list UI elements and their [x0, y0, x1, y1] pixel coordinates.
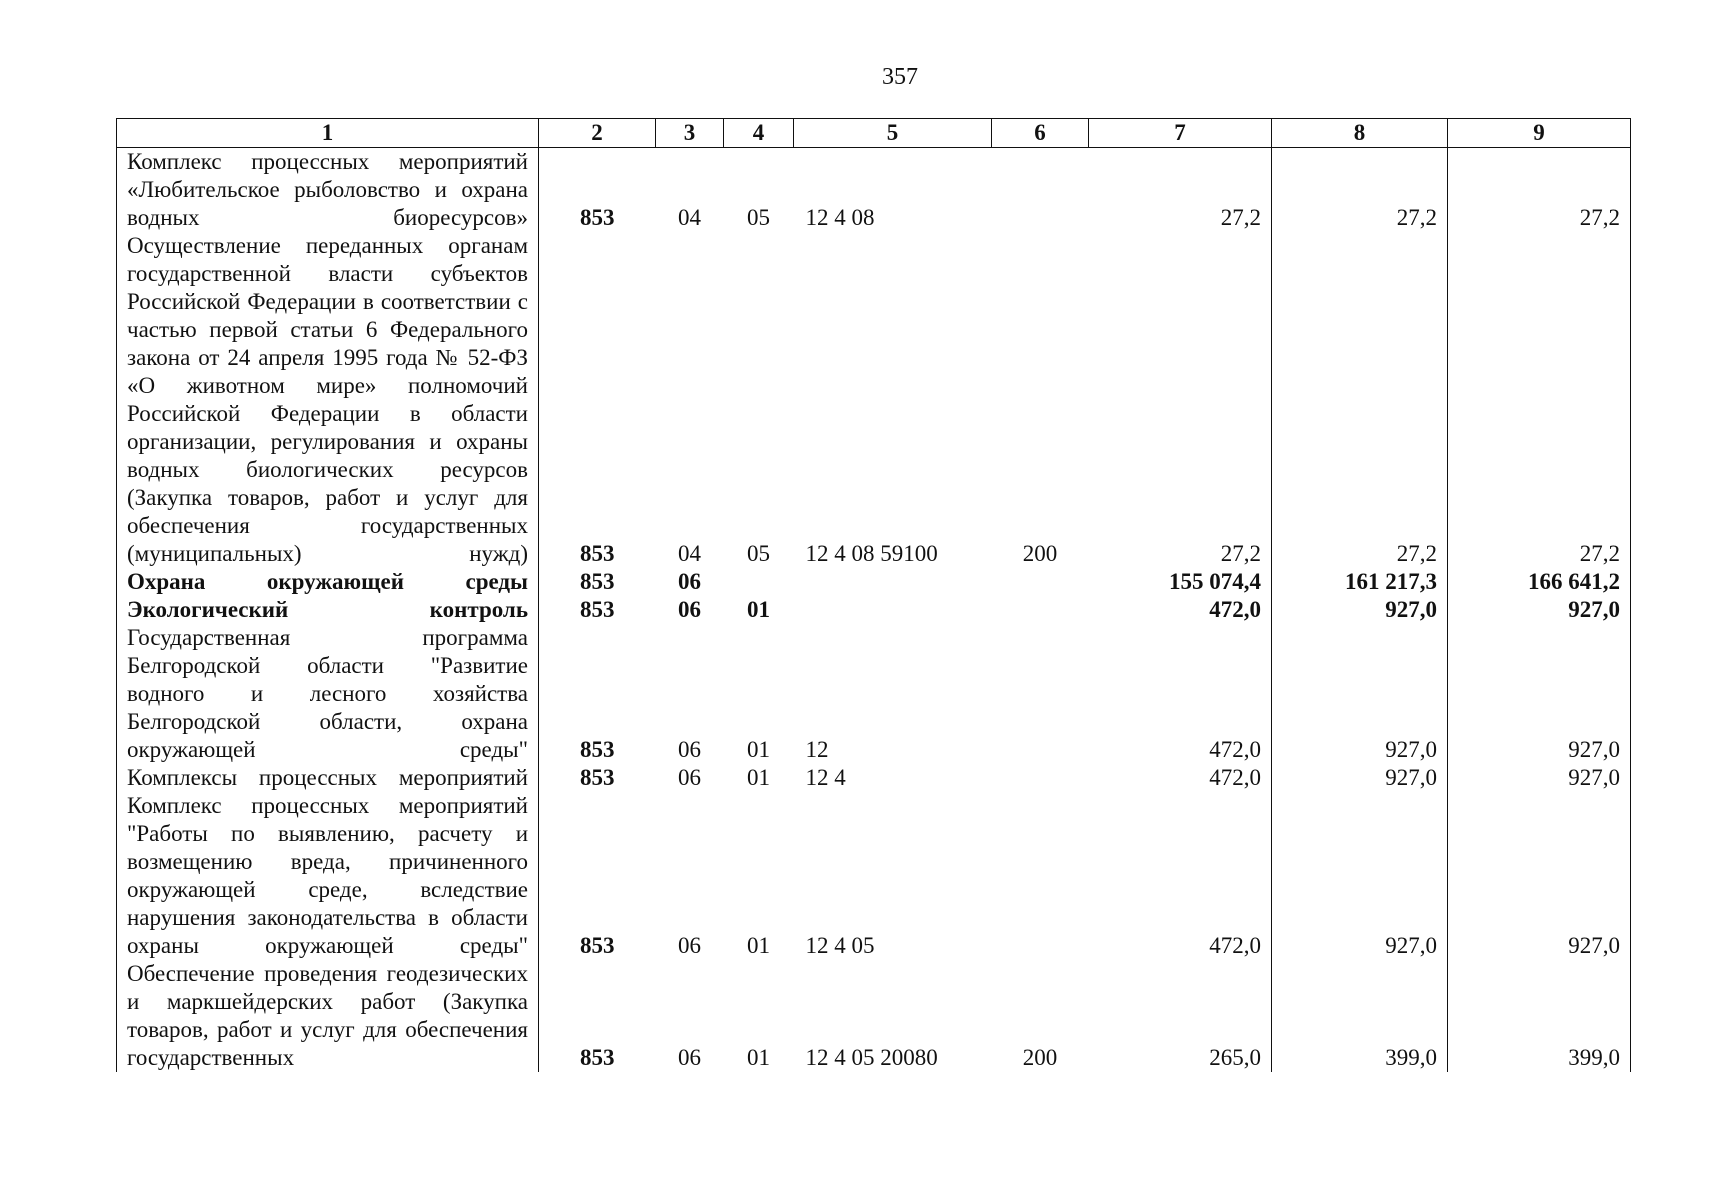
row-name: Обеспечение проведения геодезических и маркшейдерских работ (Закупка товаров, работ и услуг для обеспечения государственных [117, 960, 539, 1072]
table-row [117, 624, 1631, 764]
row-amount-8: 927,0 [1272, 764, 1448, 792]
row-amount-9: 27,2 [1448, 148, 1631, 233]
row-code-ministry: 853 [580, 569, 615, 594]
row-code-section: 04 [678, 541, 701, 566]
table-body [117, 148, 1631, 1073]
header-row [117, 119, 1631, 148]
table-row [117, 232, 1631, 568]
row-code-subsection: 05 [747, 541, 770, 566]
row-name: Комплекс процессных мероприятий «Любительское рыболовство и охрана водных биоресурсов» [117, 148, 539, 233]
row-name: Комплекс процессных мероприятий "Работы по выявлению, расчету и возмещению вреда, причиненного окружающей среде, вследствие нарушения законодательства в области охраны окружающей среды" [117, 792, 539, 960]
row-amount-9: 27,2 [1448, 232, 1631, 568]
column-header-6: 6 [992, 119, 1089, 148]
budget-table [116, 118, 1631, 1072]
column-header-9: 9 [1448, 119, 1631, 148]
row-code-target: 12 4 08 59100 [805, 541, 938, 566]
column-header-5: 5 [794, 119, 992, 148]
row-amount-7: 472,0 [1089, 596, 1272, 624]
row-code-expense-type: 200 [1022, 1045, 1058, 1070]
row-code-subsection: 01 [747, 933, 770, 958]
row-amount-8: 27,2 [1272, 148, 1448, 233]
row-code-target: 12 [805, 737, 829, 762]
row-code-section: 06 [678, 1045, 701, 1070]
row-amount-7: 155 074,4 [1089, 568, 1272, 596]
row-code-subsection: 01 [747, 765, 770, 790]
row-code-expense-type [992, 148, 1089, 233]
column-header-3: 3 [656, 119, 724, 148]
row-code-section: 06 [678, 933, 701, 958]
row-name: Государственная программа Белгородской области "Развитие водного и лесного хозяйства Белгородской области, охрана окружающей среды" [117, 624, 539, 764]
row-code-subsection: 01 [747, 597, 770, 622]
row-amount-7: 472,0 [1089, 792, 1272, 960]
row-code-ministry: 853 [580, 765, 615, 790]
column-header-1: 1 [117, 119, 539, 148]
row-amount-9: 399,0 [1448, 960, 1631, 1072]
table-row [117, 764, 1631, 792]
row-code-expense-type [992, 596, 1089, 624]
row-code-subsection [724, 568, 794, 596]
row-code-expense-type [992, 624, 1089, 764]
row-code-expense-type [992, 792, 1089, 960]
row-code-section: 06 [678, 569, 701, 594]
table-header [117, 119, 1631, 148]
column-header-4: 4 [724, 119, 794, 148]
row-code-expense-type: 200 [1022, 541, 1058, 566]
column-header-8: 8 [1272, 119, 1448, 148]
column-header-2: 2 [539, 119, 656, 148]
row-amount-9: 927,0 [1448, 792, 1631, 960]
row-amount-8: 927,0 [1272, 596, 1448, 624]
row-code-target: 12 4 08 [805, 205, 875, 230]
row-code-ministry: 853 [580, 737, 615, 762]
table-row [117, 148, 1631, 233]
row-code-section: 06 [678, 765, 701, 790]
row-code-target: 12 4 [805, 765, 846, 790]
row-code-target: 12 4 05 20080 [805, 1045, 938, 1070]
row-code-ministry: 853 [580, 541, 615, 566]
row-code-section: 06 [678, 597, 701, 622]
row-code-ministry: 853 [580, 205, 615, 230]
row-code-expense-type [992, 568, 1089, 596]
row-amount-9: 166 641,2 [1448, 568, 1631, 596]
row-amount-9: 927,0 [1448, 764, 1631, 792]
row-code-subsection: 01 [747, 737, 770, 762]
row-name: Экологический контроль [117, 596, 539, 624]
row-amount-8: 927,0 [1272, 792, 1448, 960]
row-amount-7: 265,0 [1089, 960, 1272, 1072]
row-name: Комплексы процессных мероприятий [117, 764, 539, 792]
row-code-ministry: 853 [580, 597, 615, 622]
row-amount-8: 927,0 [1272, 624, 1448, 764]
table-row [117, 792, 1631, 960]
page-number: 357 [882, 64, 918, 90]
row-amount-8: 161 217,3 [1272, 568, 1448, 596]
column-header-7: 7 [1089, 119, 1272, 148]
row-code-expense-type [992, 764, 1089, 792]
row-code-target: 12 4 05 [805, 933, 875, 958]
row-code-target [794, 568, 992, 596]
row-amount-7: 472,0 [1089, 764, 1272, 792]
table-row [117, 960, 1631, 1072]
row-code-subsection: 01 [747, 1045, 770, 1070]
row-code-section: 06 [678, 737, 701, 762]
row-code-section: 04 [678, 205, 701, 230]
row-amount-9: 927,0 [1448, 624, 1631, 764]
row-amount-7: 27,2 [1089, 232, 1272, 568]
row-amount-8: 399,0 [1272, 960, 1448, 1072]
row-name: Охрана окружающей среды [117, 568, 539, 596]
row-amount-7: 27,2 [1089, 148, 1272, 233]
table-row [117, 596, 1631, 624]
row-amount-7: 472,0 [1089, 624, 1272, 764]
row-name: Осуществление переданных органам государственной власти субъектов Российской Федерации в соответствии с частью первой статьи 6 Федерального закона от 24 апреля 1995 года № 52-ФЗ «О животном мире» полномочий Российской Федерации в области организации, регулирования и охраны водных биологических ресурсов (Закупка товаров, работ и услуг для обеспечения государственных (муниципальных) нужд) [117, 232, 539, 568]
row-amount-8: 27,2 [1272, 232, 1448, 568]
row-code-subsection: 05 [747, 205, 770, 230]
row-code-ministry: 853 [580, 933, 615, 958]
row-code-ministry: 853 [580, 1045, 615, 1070]
table-row [117, 568, 1631, 596]
row-code-target [794, 596, 992, 624]
row-amount-9: 927,0 [1448, 596, 1631, 624]
